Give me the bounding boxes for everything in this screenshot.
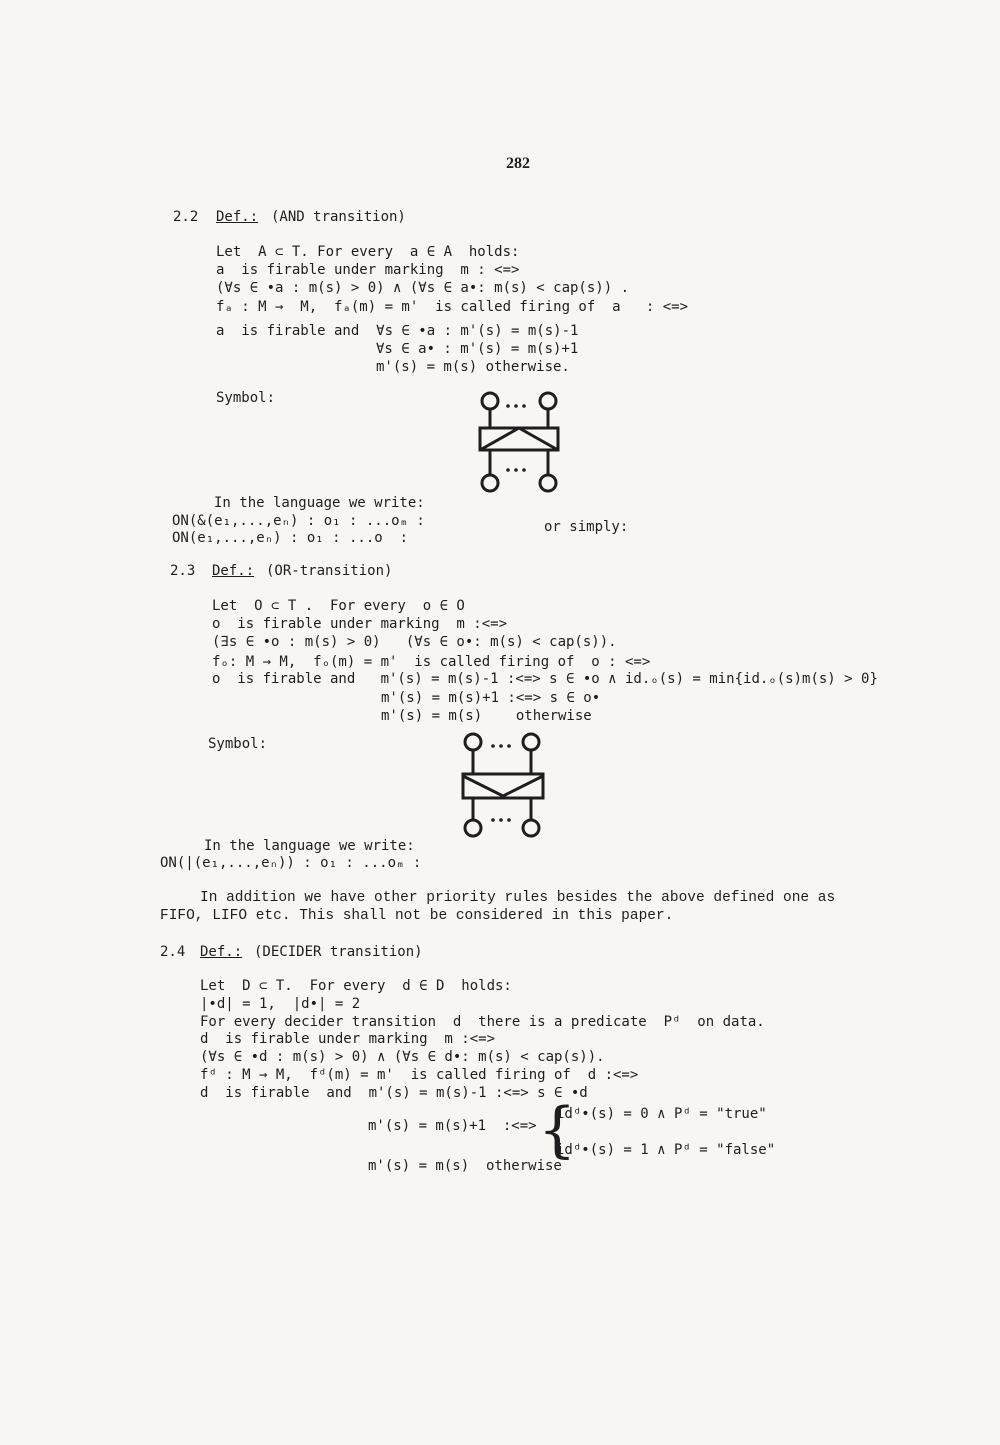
and-line-4: fₐ : M → M, fₐ(m) = m' is called firing of a : <=> xyxy=(216,299,689,315)
or-line-4: fₒ: M → M, fₒ(m) = m' is called firing of o : <=> xyxy=(212,654,651,670)
and-line-5: a is firable and ∀s ∈ •a : m'(s) = m(s)-1 xyxy=(216,323,579,339)
or-line-7: m'(s) = m(s) otherwise xyxy=(381,708,592,724)
section-number-2-2: 2.2 xyxy=(173,209,199,225)
or-transition-symbol xyxy=(455,730,555,840)
cases-brace: { xyxy=(538,1095,577,1165)
decider-line-6: fᵈ : M → M, fᵈ(m) = m' is called firing of d :<=> xyxy=(200,1067,639,1083)
and-language-intro: In the language we write: xyxy=(214,495,425,511)
decider-line-8: m'(s) = m(s)+1 :<=> xyxy=(368,1118,537,1134)
or-language-syntax: ON(|(e₁,...,eₙ)) : o₁ : ...oₘ : xyxy=(160,855,422,871)
symbol-label-or: Symbol: xyxy=(208,736,268,752)
decider-line-2: |•d| = 1, |d•| = 2 xyxy=(200,996,361,1012)
def-label-2-2: Def.: xyxy=(216,209,259,225)
and-language-syntax-short: ON(e₁,...,eₙ) : o₁ : ...o : xyxy=(172,530,409,546)
and-line-2: a is firable under marking m : <=> xyxy=(216,262,520,278)
decider-line-9: m'(s) = m(s) otherwise xyxy=(368,1158,562,1174)
page-number: 282 xyxy=(506,155,530,172)
section-title-2-4: (DECIDER transition) xyxy=(254,944,423,960)
or-line-3: (∃s ∈ •o : m(s) > 0) (∀s ∈ o•: m(s) < cap(s)). xyxy=(212,634,617,650)
and-line-3: (∀s ∈ •a : m(s) > 0) ∧ (∀s ∈ a•: m(s) < cap(s)) . xyxy=(216,280,630,296)
def-label-2-3: Def.: xyxy=(212,563,255,579)
decider-case-false: idᵈ•(s) = 1 ∧ Pᵈ = "false" xyxy=(556,1142,776,1158)
decider-line-7: d is firable and m'(s) = m(s)-1 :<=> s ∈ •d xyxy=(200,1085,588,1101)
or-language-intro: In the language we write: xyxy=(204,838,415,854)
section-title-2-3: (OR-transition) xyxy=(266,563,393,579)
or-line-5: o is firable and m'(s) = m(s)-1 :<=> s ∈ •o ∧ id.ₒ(s) = min{id.ₒ(s)m(s) > 0} xyxy=(212,671,878,687)
or-line-1: Let O ⊂ T . For every o ∈ O xyxy=(212,598,465,614)
and-transition-symbol xyxy=(470,388,570,498)
and-language-syntax: ON(&(e₁,...,eₙ) : o₁ : ...oₘ : xyxy=(172,513,425,529)
section-number-2-3: 2.3 xyxy=(170,563,196,579)
priority-rules-paragraph-line-1: In addition we have other priority rules besides the above defined one as xyxy=(200,890,836,906)
decider-line-1: Let D ⊂ T. For every d ∈ D holds: xyxy=(200,978,512,994)
or-line-6: m'(s) = m(s)+1 :<=> s ∈ o• xyxy=(381,690,601,706)
or-simply-label: or simply: xyxy=(544,519,629,535)
symbol-label-and: Symbol: xyxy=(216,390,276,406)
priority-rules-paragraph-line-2: FIFO, LIFO etc. This shall not be considered in this paper. xyxy=(160,908,674,924)
and-line-1: Let A ⊂ T. For every a ∈ A holds: xyxy=(216,244,520,260)
or-line-2: o is firable under marking m :<=> xyxy=(212,616,508,632)
and-line-6: ∀s ∈ a• : m'(s) = m(s)+1 xyxy=(376,341,579,357)
section-number-2-4: 2.4 xyxy=(160,944,186,960)
decider-line-4: d is firable under marking m :<=> xyxy=(200,1031,496,1047)
and-line-7: m'(s) = m(s) otherwise. xyxy=(376,359,570,375)
decider-line-5: (∀s ∈ •d : m(s) > 0) ∧ (∀s ∈ d•: m(s) < cap(s)). xyxy=(200,1049,605,1065)
decider-case-true: idᵈ•(s) = 0 ∧ Pᵈ = "true" xyxy=(556,1106,767,1122)
decider-line-3: For every decider transition d there is a predicate Pᵈ on data. xyxy=(200,1014,765,1030)
def-label-2-4: Def.: xyxy=(200,944,243,960)
section-title-2-2: (AND transition) xyxy=(271,209,406,225)
